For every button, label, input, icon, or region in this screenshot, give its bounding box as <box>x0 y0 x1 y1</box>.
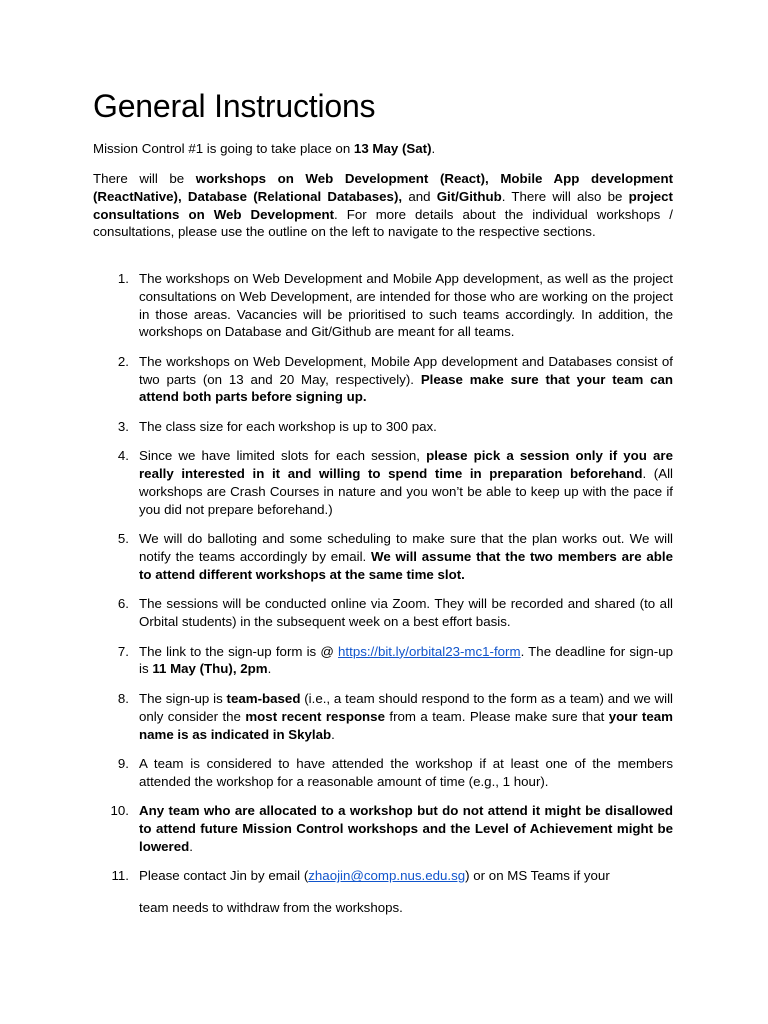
list-item <box>93 643 673 679</box>
item-emphasis: please pick a session only if you are really interested in it and willing to spend time in preparation beforehand <box>139 448 674 482</box>
item-text-tail: . <box>331 726 335 742</box>
item-text-mid: . The deadline for sign-up is <box>139 643 673 677</box>
instructions-list <box>93 270 673 929</box>
item-text-tail: . <box>189 838 193 854</box>
item-number: 2. <box>117 353 129 369</box>
item-text: The class size for each workshop is up to 300 pax. <box>139 418 437 434</box>
overview-paragraph <box>93 170 673 241</box>
overview-workshops: workshops on Web Development (React), Mobile App development (ReactNative), Database (Relational Databases), <box>93 171 673 204</box>
item-number: 6. <box>117 596 129 612</box>
item-text: The workshops on Web Development, Mobile App development and Databases consist of two parts (on 13 and 20 May, respectively). <box>139 353 673 387</box>
item-emphasis: We will assume that the two members are able to attend different workshops at the same time slot. <box>139 549 673 582</box>
item-number: 10. <box>110 803 129 819</box>
overview-consultations: project consultations on Web Development <box>93 188 673 222</box>
item-number: 4. <box>117 448 129 464</box>
list-item <box>93 802 673 855</box>
item-emphasis-3: your team name is as indicated in Skylab <box>139 708 673 742</box>
item-emphasis: Please make sure that your team can attend both parts before signing up. <box>139 371 674 405</box>
item-text-3: from a team. Please make sure that <box>384 708 609 724</box>
item-text: The sign-up is <box>139 690 227 706</box>
item-text: Since we have limited slots for each session, <box>139 448 427 464</box>
line-gap <box>139 885 673 899</box>
overview-text-1: There will be <box>93 171 196 186</box>
overview-git: Git/Github <box>436 188 502 204</box>
email-link[interactable]: zhaojin@comp.nus.edu.sg <box>308 868 466 884</box>
intro-end: . <box>431 141 436 156</box>
list-item <box>93 418 673 436</box>
page-title: General Instructions <box>93 88 376 124</box>
item-text: The sessions will be conducted online via Zoom. They will be recorded and shared (to all Orbital students) in the subsequent week on a best effort basis. <box>139 596 673 630</box>
item-text: Please contact Jin by email ( <box>139 868 309 884</box>
item-text-tail: team needs to withdraw from the workshops. <box>139 900 403 916</box>
item-number: 3. <box>117 418 129 434</box>
event-date: 13 May (Sat) <box>353 141 432 156</box>
list-item <box>93 353 673 406</box>
item-number: 5. <box>117 531 129 547</box>
item-text: The link to the sign-up form is @ <box>139 643 339 659</box>
list-item <box>93 595 673 631</box>
item-emphasis-2: most recent response <box>245 708 385 724</box>
intro-text: Mission Control #1 is going to take place on <box>93 141 354 156</box>
item-number: 9. <box>117 756 129 772</box>
item-emphasis: Any team who are allocated to a workshop but do not attend it might be disallowed to attend future Mission Control workshops and the Level of Achievement might be lowered <box>139 803 673 854</box>
signup-form-link[interactable]: https://bit.ly/orbital23-mc1-form <box>338 643 521 659</box>
item-number: 11. <box>111 868 129 884</box>
item-text-2: (i.e., a team should respond to the form as a team) and we will only consider the <box>139 690 673 724</box>
overview-text-3: . There will also be <box>501 188 629 204</box>
overview-text-2: and <box>402 188 437 204</box>
list-item <box>93 447 673 518</box>
item-text-mid: ) or on MS Teams if your <box>465 868 610 884</box>
list-item <box>93 690 673 743</box>
list-item <box>93 530 673 583</box>
item-text-tail: . <box>267 661 272 677</box>
item-text-tail: . (All workshops are Crash Courses in nature and you won’t be able to keep up with the pace if you did not prepare beforehand.) <box>139 466 673 517</box>
signup-deadline: 11 May (Thu), 2pm <box>152 661 268 677</box>
item-text: The workshops on Web Development and Mobile App development, as well as the project consultations on Web Development, are intended for those who are working on the project in those areas. Vacancies will be prioritised to such teams accordingly. In addition, the workshops on Database and Git/Github are meant for all teams. <box>139 271 673 340</box>
list-item <box>93 270 673 341</box>
intro-paragraph <box>93 140 673 158</box>
item-text: A team is considered to have attended the workshop if at least one of the members attended the workshop for a reasonable amount of time (e.g., 1 hour). <box>139 756 673 789</box>
list-item <box>93 867 673 917</box>
item-number: 8. <box>117 690 129 706</box>
item-number: 7. <box>117 643 129 659</box>
overview-text-4: . For more details about the individual workshops / consultations, please use the outline on the left to navigate to the respective sections. <box>93 206 673 240</box>
item-emphasis: team-based <box>226 690 301 706</box>
item-text: We will do balloting and some scheduling to make sure that the plan works out. We will notify the teams accordingly by email. <box>139 531 673 565</box>
item-number: 1. <box>117 271 129 286</box>
list-item <box>93 755 673 791</box>
